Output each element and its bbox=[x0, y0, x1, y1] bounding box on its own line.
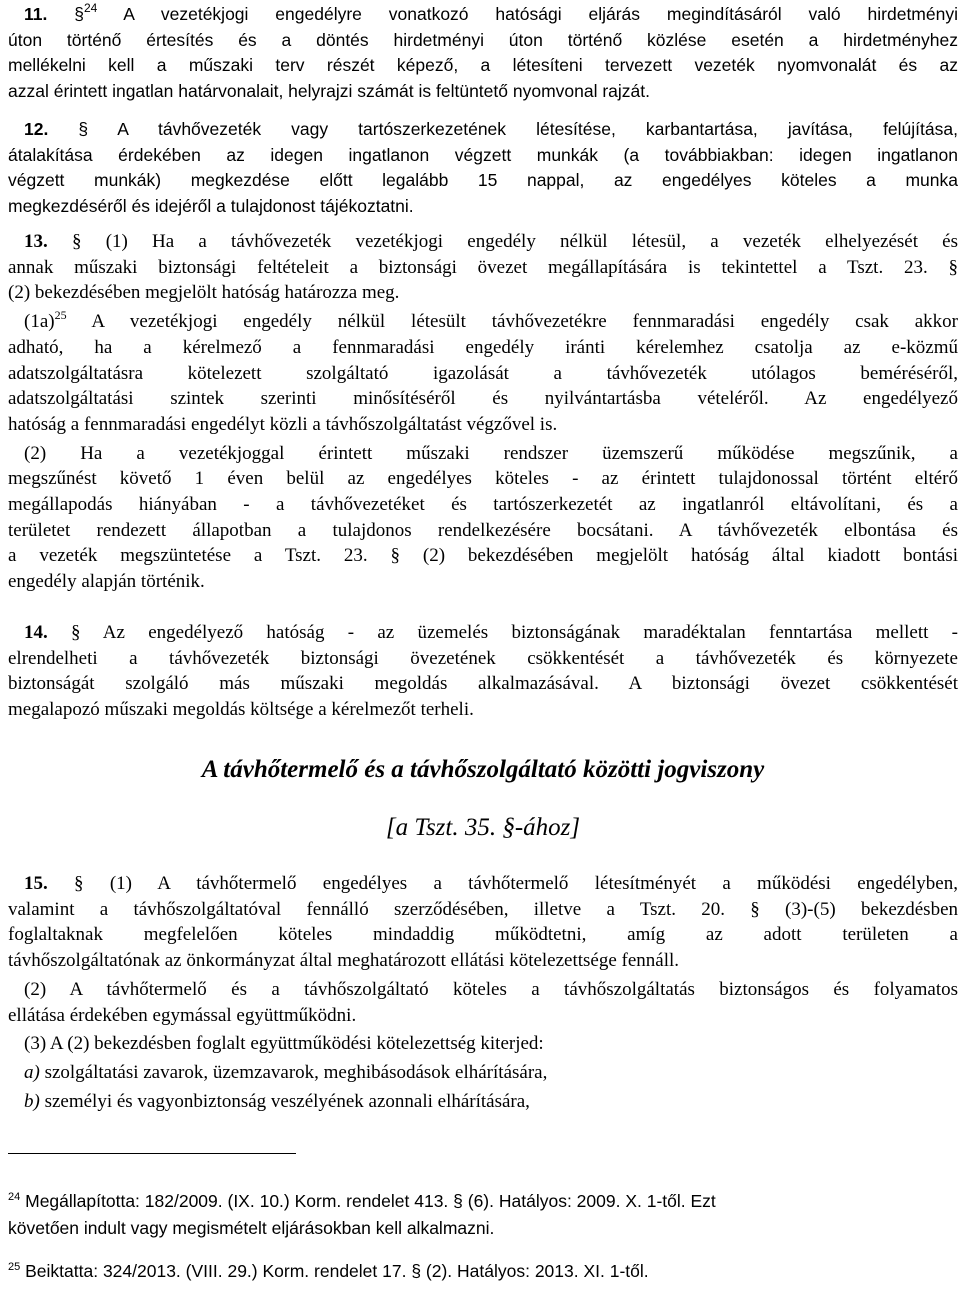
section-11-line-1: 11. §$^{24}$ A vezetékjogi engedélyre vonatkozó hatósági eljárás megindításáról való hirdetményi bbox=[24, 1, 958, 24]
section-sign: § bbox=[71, 231, 82, 252]
section-sign: § bbox=[71, 622, 81, 643]
section-11 bbox=[8, 2, 958, 105]
section-12-line-1: 12. § A távhővezeték vagy tartószerkezetének létesítése, karbantartása, javítása, felújítása, bbox=[24, 119, 958, 139]
section-number: 14. bbox=[24, 622, 48, 643]
footnote-24: $^{24}$ Megállapította: 182/2009. (IX. 10.) Korm. rendelet 413. § (6). Hatályos: 2009. X. 1-től. Ezt bbox=[8, 1191, 716, 1211]
item-letter: b) bbox=[24, 1090, 40, 1112]
section-15-p1-line-3: foglaltaknak megfelelően köteles mindaddig működtetni, amíg az adott területen a bbox=[8, 924, 958, 946]
footnote-ref-24[interactable]: 24 bbox=[84, 1, 98, 15]
section-13-p2-line-4: területet rendezett állapotban a tulajdonos rendelkezésére bocsátani. A távhővezeték elbontása és bbox=[8, 519, 958, 541]
section-number: 15. bbox=[24, 873, 48, 894]
section-sign: § bbox=[74, 873, 84, 894]
section-11-line-4: azzal érintett ingatlan határvonalait, helyrajzi számát is feltüntető nyomvonal rajzát. bbox=[8, 81, 650, 102]
section-13-p2-line-3: megállapodás hiányában - a távhővezetéket és tartószerkezetét az ingatlanról eltávolítani, és a bbox=[8, 494, 958, 516]
section-14-line-1: 14. § Az engedélyező hatóság - az üzemelés biztonságának maradéktalan fenntartása mellett - bbox=[24, 622, 958, 643]
footnote-ref-25[interactable]: 25 bbox=[54, 308, 67, 323]
section-14-line-3: biztonságát szolgáló más műszaki megoldás alkalmazásával. A biztonsági övezet csökkentését bbox=[8, 673, 958, 695]
section-sign: § bbox=[78, 119, 89, 139]
section-13-p1-line-3: (2) bekezdésében megjelölt hatóság határozza meg. bbox=[8, 282, 400, 304]
section-15-p1-line-4: távhőszolgáltatónak az önkormányzat által meghatározott ellátási kötelezettsége fennáll. bbox=[8, 950, 680, 972]
section-13 bbox=[8, 229, 958, 595]
section-15-item-a: a) szolgáltatási zavarok, üzemzavarok, meghibásodások elhárítására, bbox=[24, 1061, 548, 1083]
item-letter: a) bbox=[24, 1061, 40, 1083]
footnote-separator bbox=[8, 1153, 296, 1154]
section-13-p2-line-1: (2) Ha a vezetékjoggal érintett műszaki rendszer üzemszerű működése megszűnik, a bbox=[24, 442, 958, 464]
section-15-item-b: b) személyi és vagyonbiztonság veszélyének azonnali elhárítására, bbox=[24, 1090, 530, 1112]
section-14-line-2: elrendelheti a távhővezeték biztonsági övezetének csökkentését a távhővezeték és környezete bbox=[8, 647, 958, 669]
section-number: 13. bbox=[24, 231, 48, 252]
section-sign: § bbox=[74, 4, 84, 24]
section-13-p1a-line-3: adatszolgáltatásra kötelezett szolgáltató igazolását a távhővezeték utólagos beméréséről, bbox=[8, 362, 958, 384]
section-13-p1a-line-2: adható, ha a kérelmező a fennmaradási engedély iránti kérelemhez csatolja az e-közmű bbox=[8, 336, 958, 358]
section-13-p2-line-5: a vezeték megszüntetése a Tszt. 23. § (2) bekezdésében megjelölt hatóság által kiadott bontási bbox=[8, 545, 958, 567]
section-12-line-3: végzett munkák) megkezdése előtt legalább 15 nappal, az engedélyes köteles a munka bbox=[8, 170, 958, 191]
section-13-p1a-line-5: hatóság a fennmaradási engedélyt közli a távhőszolgáltatást végzővel is. bbox=[8, 413, 558, 435]
section-15-p3: (3) A (2) bekezdésben foglalt együttműködési kötelezettség kiterjed: bbox=[24, 1033, 544, 1055]
section-11-line-3: mellékelni kell a műszaki terv részét képező, a létesíteni tervezett vezeték nyomvonalát és az bbox=[8, 55, 958, 76]
section-15-p2-line-1: (2) A távhőtermelő és a távhőszolgáltató köteles a távhőszolgáltatás biztonságos és folyamatos bbox=[24, 978, 958, 1000]
section-15-p1-line-2: valamint a távhőszolgáltatóval fennálló szerződésében, illetve a Tszt. 20. § (3)-(5) bekezdésben bbox=[8, 898, 958, 920]
section-13-p1-line-2: annak műszaki biztonsági feltételeit a biztonsági övezet megállapítására is tekintettel a Tszt. 23. § bbox=[8, 256, 958, 278]
section-12 bbox=[8, 117, 958, 220]
section-14-line-4: megalapozó műszaki megoldás költsége a kérelmezőt terheli. bbox=[8, 699, 474, 721]
footnote-24-line-2: követően indult vagy megismételt eljárásokban kell alkalmazni. bbox=[8, 1218, 495, 1238]
section-14 bbox=[8, 620, 958, 723]
footnote-number: 25 bbox=[8, 1261, 21, 1273]
section-15-p1-line-1: 15. § (1) A távhőtermelő engedélyes a távhőtermelő létesítményét a működési engedélyben, bbox=[24, 873, 958, 894]
footnote-number: 24 bbox=[8, 1191, 21, 1203]
footnote-25: $^{25}$ Beiktatta: 324/2013. (VIII. 29.) Korm. rendelet 17. § (2). Hatályos: 2013. XI. 1-től. bbox=[8, 1261, 649, 1281]
section-number: 11. bbox=[24, 4, 48, 24]
chapter-subheading: [a Tszt. 35. §-ához] bbox=[385, 814, 581, 841]
section-12-line-4: megkezdéséről és idejéről a tulajdonost tájékoztatni. bbox=[8, 196, 414, 217]
section-13-p1-line-1: 13. § (1) Ha a távhővezeték vezetékjogi engedély nélkül létesül, a vezeték elhelyezését és bbox=[24, 231, 959, 252]
chapter-heading: A távhőtermelő és a távhőszolgáltató közötti jogviszony bbox=[201, 756, 765, 783]
section-15-p2-line-2: ellátása érdekében egymással együttműködni. bbox=[8, 1004, 357, 1026]
section-13-p1a-line-4: adatszolgáltatási szintek szerinti minősítéséről és nyilvántartásba vételéről. Az engedélyező bbox=[8, 388, 958, 410]
section-13-p2-line-2: megszűnést követő 1 éven belül az engedélyes köteles - az érintett tulajdonossal történt eltérő bbox=[8, 468, 958, 490]
section-13-p1a-line-1: $(1a)^{25}$ A vezetékjogi engedély nélkül létesült távhővezetékre fennmaradási engedély csak akkor bbox=[24, 308, 959, 333]
section-12-line-2: átalakítása érdekében az idegen ingatlanon végzett munkák (a továbbiakban: idegen ingatlanon bbox=[8, 144, 958, 165]
footnotes bbox=[8, 1188, 958, 1285]
section-number: 12. bbox=[24, 119, 49, 139]
section-15 bbox=[8, 871, 958, 1114]
section-11-line-2: úton történő értesítés és a döntés hirdetményi úton történő közlése esetén a hirdetményhez bbox=[8, 29, 958, 50]
section-13-p2-line-6: engedély alapján történik. bbox=[8, 571, 205, 593]
